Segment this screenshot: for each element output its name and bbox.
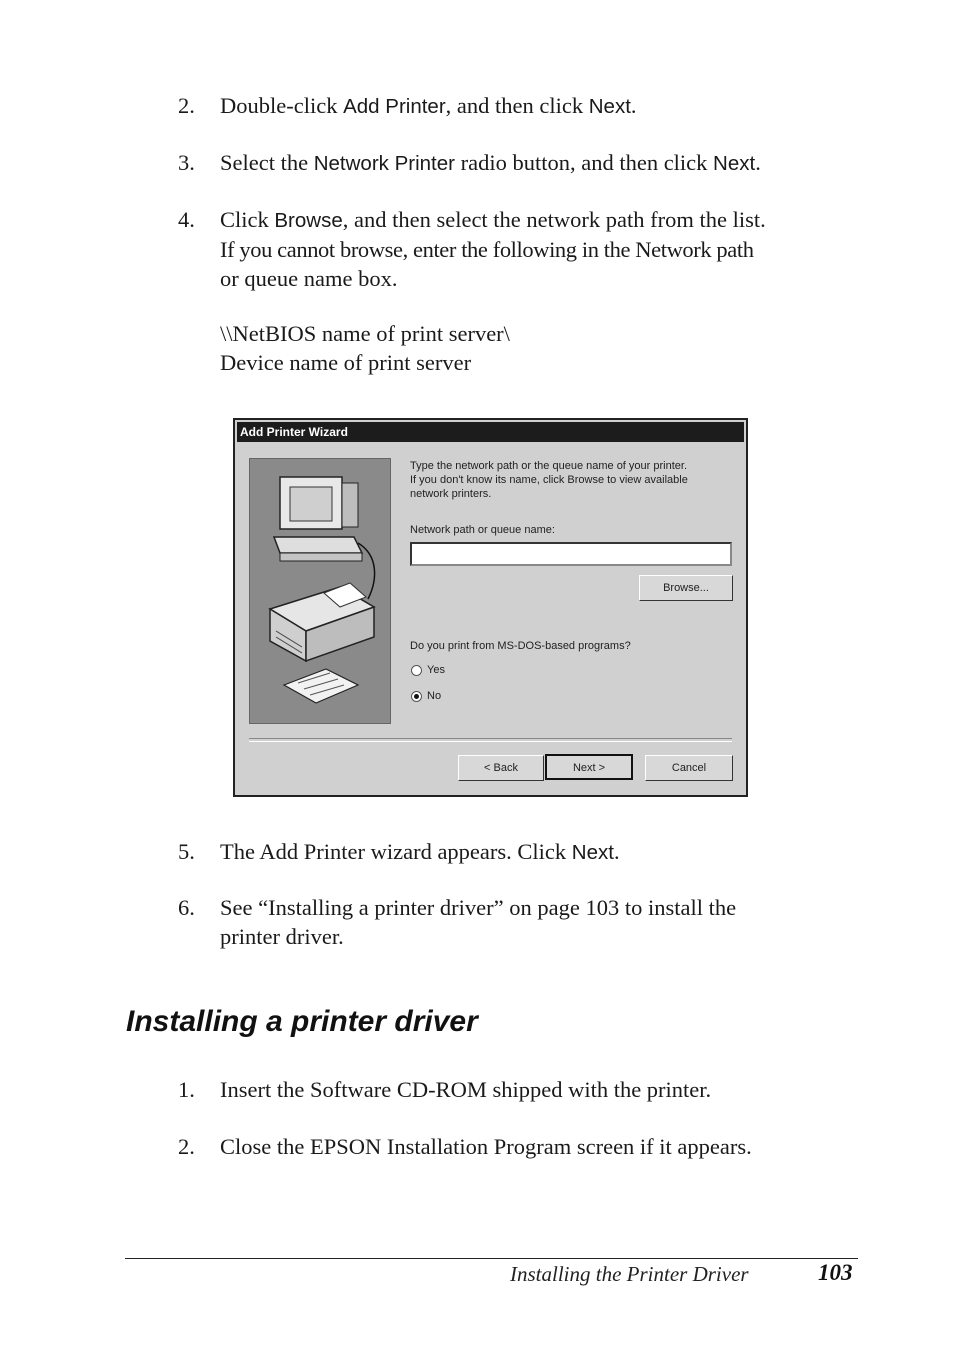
footer-title: Installing the Printer Driver — [510, 1262, 749, 1286]
step-text — [220, 91, 860, 121]
computer-printer-icon — [250, 459, 390, 723]
section-heading: Installing a printer driver — [126, 1005, 478, 1038]
radio-no[interactable] — [411, 691, 422, 702]
text-line: See “Installing a printer driver” on page 103 to install the — [220, 895, 737, 920]
step-text: Insert the Software CD-ROM shipped with the printer. — [220, 1077, 712, 1102]
text-run: Select the — [220, 150, 314, 175]
text-run: The Add Printer wizard appears. Click — [220, 839, 572, 864]
step-number: 1. — [178, 1077, 195, 1102]
back-button[interactable]: < Back — [458, 755, 544, 781]
text-line: printer driver. — [220, 924, 344, 949]
text-run: Double-click — [220, 93, 344, 118]
dialog-titlebar: Add Printer Wizard — [237, 422, 744, 442]
ui-term-next: Next — [588, 95, 631, 118]
text-run: Click — [220, 207, 275, 232]
step-number: 3. — [178, 150, 195, 175]
dialog-intro-line-2: If you don't know its name, click Browse to view available — [410, 474, 688, 486]
step-text — [220, 148, 860, 178]
step-text: Close the EPSON Installation Program screen if it appears. — [220, 1134, 752, 1159]
text-run: . — [755, 150, 761, 175]
network-path-label: Network path or queue name: — [410, 524, 555, 536]
ui-term-next: Next — [713, 152, 756, 175]
step-number: 4. — [178, 207, 195, 232]
ui-term-next: Next — [571, 841, 614, 864]
ui-term-browse: Browse — [274, 209, 343, 232]
step-text — [220, 837, 860, 867]
radio-no-label: No — [427, 690, 442, 702]
cancel-button[interactable]: Cancel — [645, 755, 733, 781]
printer-illustration — [249, 458, 391, 724]
network-path-input[interactable] — [410, 542, 732, 566]
text-line: or queue name box. — [220, 266, 398, 291]
text-run: . — [630, 93, 637, 118]
text-run: radio button, and then click — [454, 150, 714, 175]
page-number: 103 — [818, 1260, 853, 1285]
text-line — [220, 205, 860, 235]
text-run: , and then click — [445, 93, 589, 118]
radio-yes[interactable] — [411, 665, 422, 676]
text-line: If you cannot browse, enter the following in the Network path — [220, 237, 754, 262]
add-printer-wizard-dialog — [233, 418, 748, 797]
step-number: 2. — [178, 1134, 195, 1159]
text-run: , and then select the network path from the list. — [342, 207, 766, 232]
dialog-intro-line-3: network printers. — [410, 488, 492, 500]
ms-dos-question: Do you print from MS-DOS-based programs? — [410, 640, 631, 652]
step-number: 5. — [178, 839, 195, 864]
footer-rule — [125, 1258, 858, 1259]
next-button[interactable]: Next > — [545, 754, 633, 780]
step-number: 2. — [178, 93, 195, 118]
step-number: 6. — [178, 895, 195, 920]
step-text — [220, 205, 860, 293]
radio-yes-label: Yes — [427, 664, 445, 676]
text-run: . — [613, 839, 620, 864]
browse-button[interactable]: Browse... — [639, 575, 733, 601]
ui-term-add-printer: Add Printer — [343, 95, 446, 118]
step-text — [220, 893, 860, 951]
ui-term-network-printer: Network Printer — [313, 152, 455, 175]
dialog-intro-line-1: Type the network path or the queue name of your printer. — [410, 460, 688, 472]
path-line-2: Device name of print server — [220, 350, 472, 375]
dialog-separator — [249, 738, 732, 742]
path-line-1: \\NetBIOS name of print server\ — [220, 321, 510, 346]
